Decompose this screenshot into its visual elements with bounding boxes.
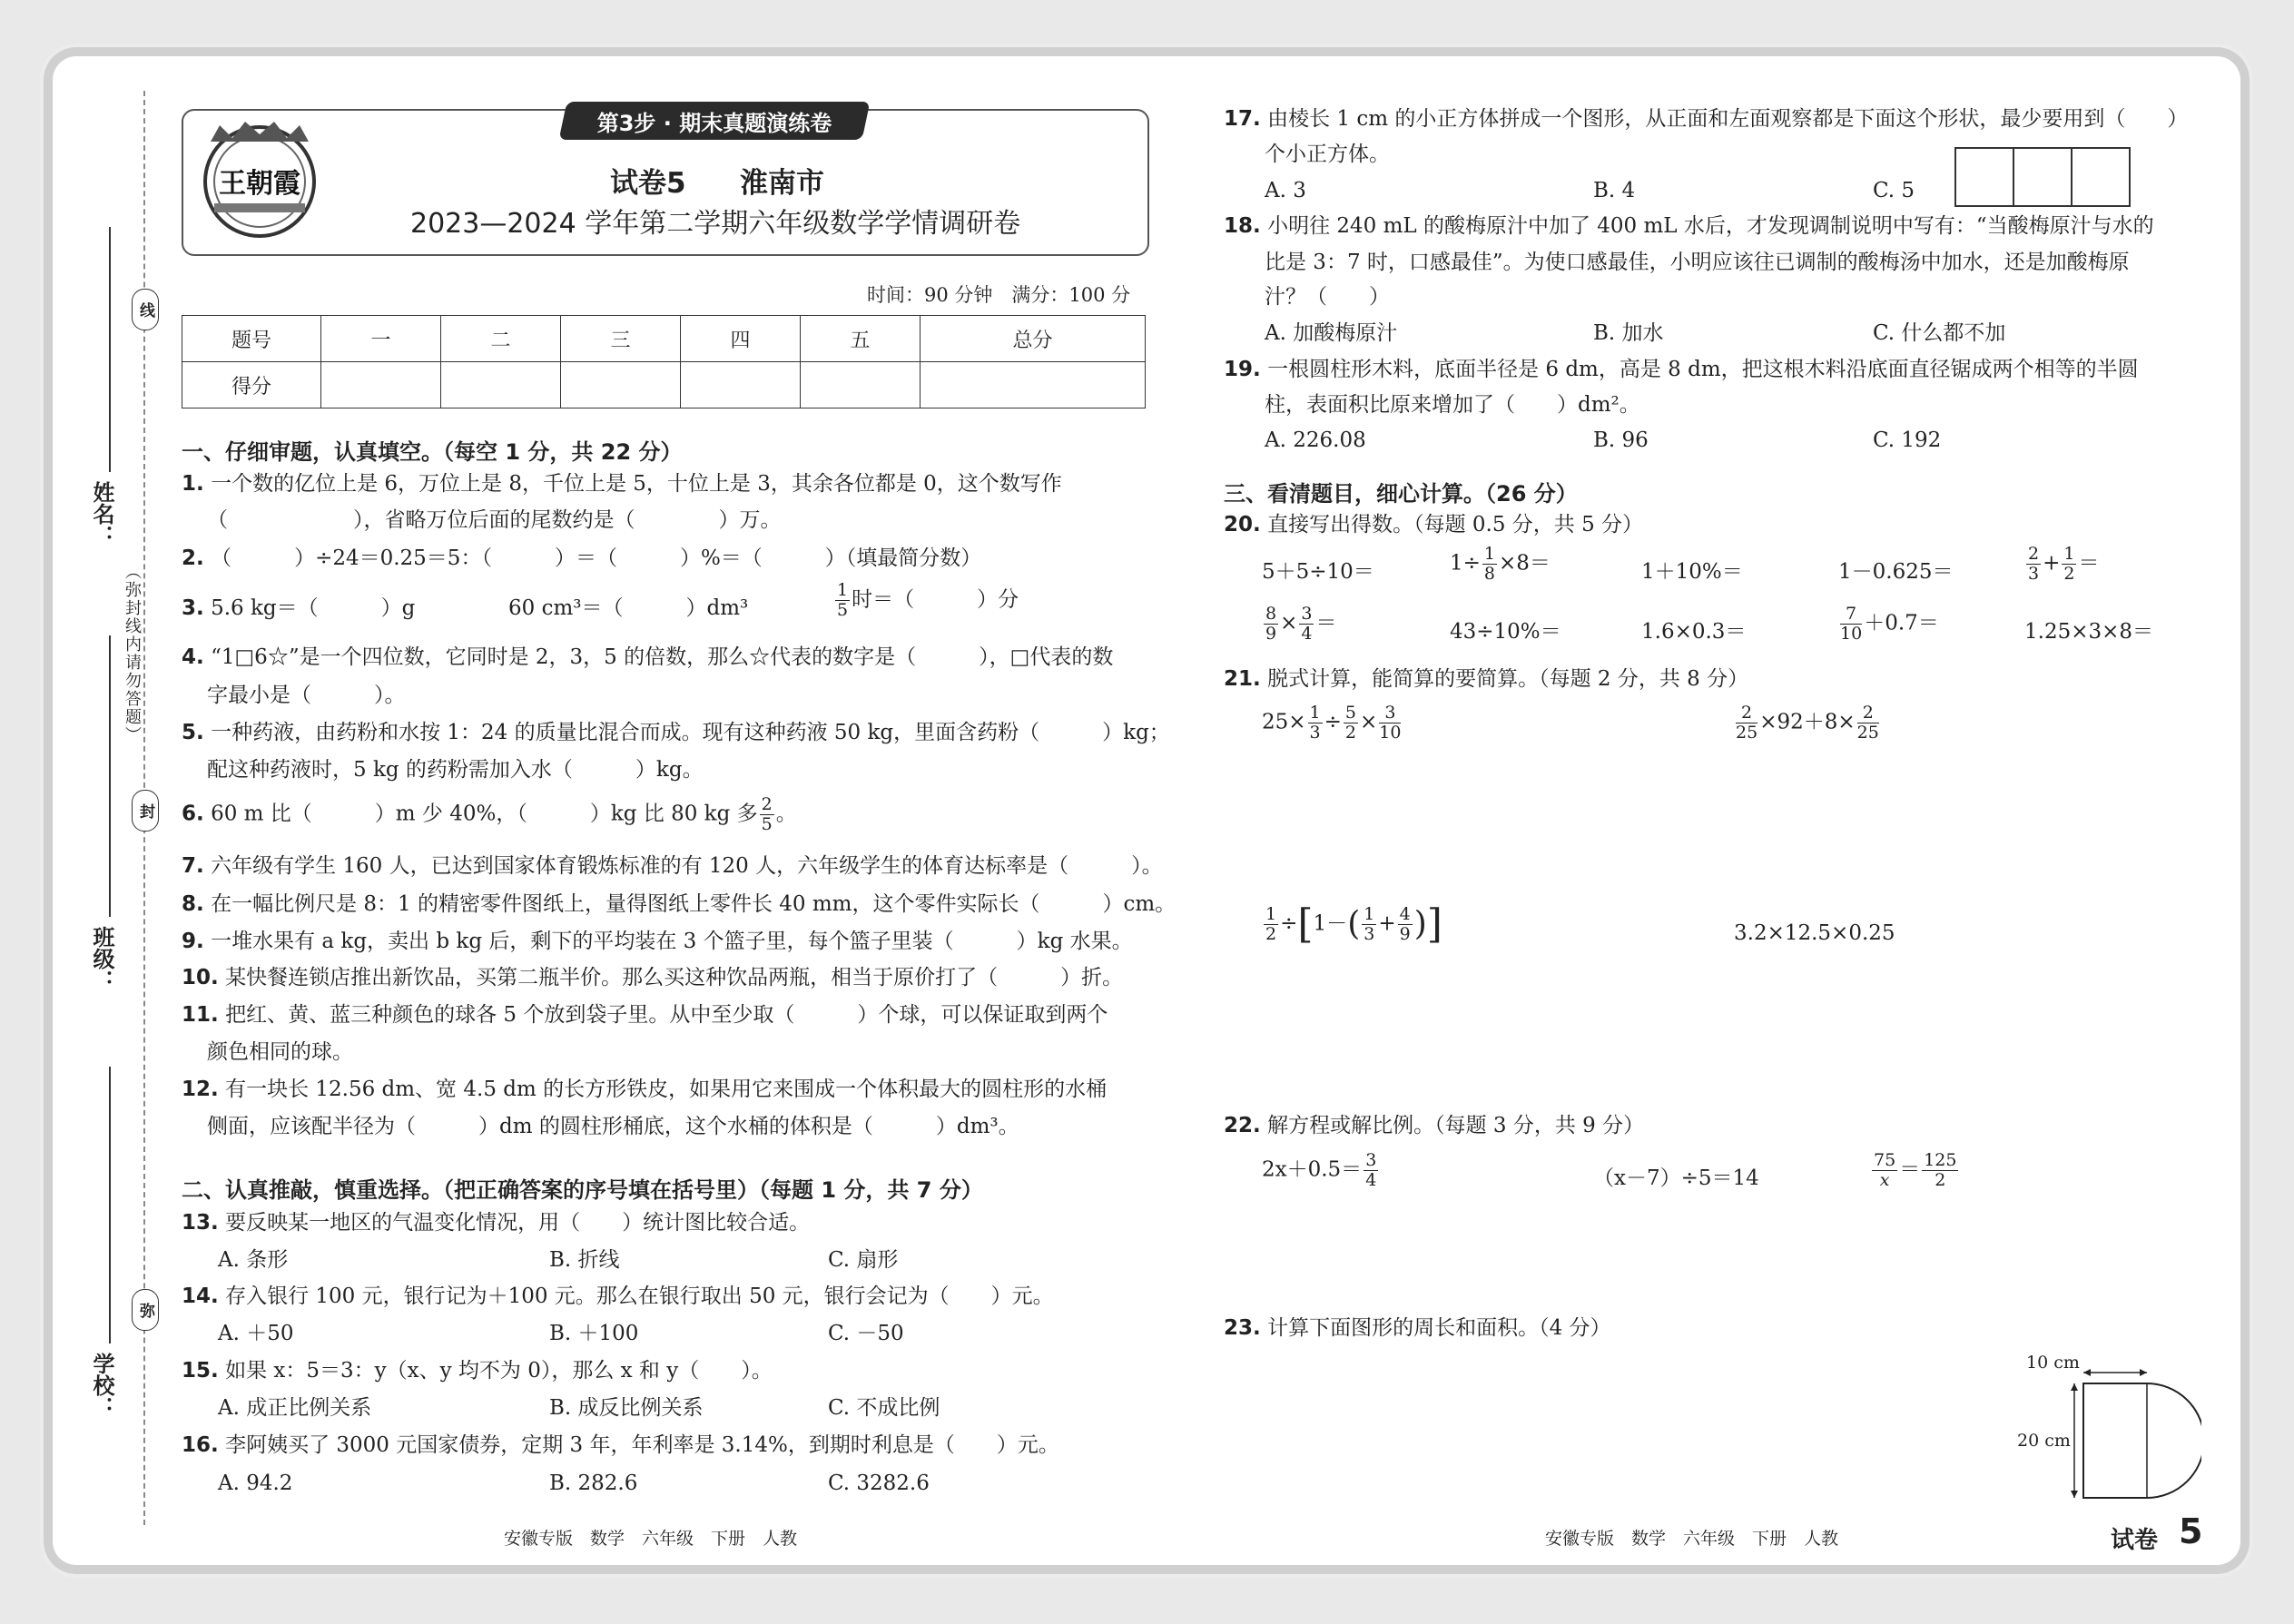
q8: 8. 在一幅比例尺是 8：1 的精密零件图纸上，量得图纸上零件长 40 mm，这个零件实际长（ ）cm。 — [182, 892, 1177, 916]
q13-option-a[interactable]: A. 条形 — [218, 1248, 289, 1272]
score-cell: 一 — [321, 316, 441, 362]
q7: 7. 六年级有学生 160 人，已达到国家体育锻炼标准的有 120 人，六年级学生的体育达标率是（ ）。 — [182, 854, 1163, 878]
paper-no: 试卷5 — [610, 167, 686, 200]
logo — [192, 116, 327, 243]
q20-item: 1.6×0.3＝ — [1641, 620, 1747, 644]
q17-option-b[interactable]: B. 4 — [1593, 179, 1636, 202]
q23-width-label: 10 cm — [2026, 1353, 2080, 1373]
q5-line1: 5. 一种药液，由药粉和水按 1：24 的质量比混合而成。现有这种药液 50 kg，里面含药粉（ ）kg； — [182, 721, 1170, 744]
q19-line2: 柱，表面积比原来增加了（ ）dm²。 — [1265, 393, 1640, 417]
name-line[interactable] — [109, 227, 111, 472]
q15-option-a[interactable]: A. 成正比例关系 — [218, 1396, 372, 1420]
school-label: 学校： — [89, 1353, 114, 1418]
q15: 15. 如果 x：5＝3：y（x、y 均不为 0），那么 x 和 y（ ）。 — [182, 1359, 773, 1383]
score-input[interactable] — [560, 362, 680, 408]
q5-line2: 配这种药液时，5 kg 的药粉需加入水（ ）kg。 — [207, 758, 704, 782]
q22-item-b: （x－7）÷5＝14 — [1593, 1166, 1759, 1190]
q17-line1: 17. 由棱长 1 cm 的小正方体拼成一个图形，从正面和左面观察都是下面这个形状，最少要用到（ ） — [1224, 107, 2189, 131]
cube-square — [1954, 147, 2014, 207]
score-cell: 题号 — [182, 316, 321, 362]
q13-option-c[interactable]: C. 扇形 — [828, 1248, 899, 1272]
q3b: 60 cm³＝（ ）dm³ — [508, 596, 749, 620]
page-number: 5 — [2179, 1511, 2203, 1551]
binding-note: （弥封线内请勿答题） — [123, 563, 142, 744]
q2: 2. （ ）÷24＝0.25＝5：（ ）＝（ ）%＝（ ）（填最简分数） — [182, 546, 982, 570]
step-banner-text: 第3步 · 期末真题演练卷 — [596, 111, 832, 136]
q17-option-a[interactable]: A. 3 — [1265, 179, 1306, 202]
q1-line2: （ ），省略万位后面的尾数约是（ ）万。 — [207, 508, 782, 532]
q12-line1: 12. 有一块长 12.56 dm、宽 4.5 dm 的长方形铁皮，如果用它来围成一个体积最大的圆柱形的水桶 — [182, 1078, 1108, 1101]
q22-item-c: $\frac{75}{x}$ ＝ $\frac{125}{2}$ — [1874, 1150, 1957, 1190]
q19-option-a[interactable]: A. 226.08 — [1265, 428, 1366, 452]
score-cell: 得分 — [182, 362, 321, 408]
time-info: 时间：90 分钟 满分：100 分 — [867, 284, 1131, 306]
q18-option-c[interactable]: C. 什么都不加 — [1873, 321, 2006, 345]
q20: 20. 直接写出得数。（每题 0.5 分，共 5 分） — [1224, 513, 1644, 536]
q20-item: 43÷10%＝ — [1450, 620, 1561, 644]
q23: 23. 计算下面图形的周长和面积。（4 分） — [1224, 1316, 1611, 1340]
q16-option-c[interactable]: C. 3282.6 — [828, 1471, 930, 1495]
section3-title: 三、看清题目，细心计算。（26 分） — [1224, 481, 1578, 507]
score-input[interactable] — [440, 362, 560, 408]
q21-item-c: $\frac{1}{2}$ ÷[1－( $\frac{1}{3}$ + $\frac{4}{9}$ )] — [1265, 901, 1442, 948]
score-cell: 五 — [800, 316, 920, 362]
logo-text: 王朝霞 — [219, 168, 300, 200]
q20-item: $\frac{2}{3}$ + $\frac{1}{2}$ ＝ — [2028, 544, 2100, 584]
q21-item-a: 25× $\frac{1}{3}$ ÷ $\frac{5}{2}$ × $\frac{3}{10}$ — [1262, 703, 1402, 743]
q9: 9. 一堆水果有 a kg，卖出 b kg 后，剩下的平均装在 3 个篮子里，每个篮子里装（ ）kg 水果。 — [182, 930, 1133, 953]
school-line[interactable] — [109, 1067, 111, 1343]
half-circle-rect-figure-icon — [2011, 1351, 2201, 1505]
name-label: 姓名： — [89, 481, 114, 546]
q12-line2: 侧面，应该配半径为（ ）dm 的圆柱形桶底，这个水桶的体积是（ ）dm³。 — [207, 1115, 1019, 1138]
q11-line1: 11. 把红、黄、蓝三种颜色的球各 5 个放到袋子里。从中至少取（ ）个球，可以保证取到两个 — [182, 1003, 1108, 1027]
q20-item: 1－0.625＝ — [1838, 560, 1954, 584]
q20-item: $\frac{7}{10}$ ＋0.7＝ — [1840, 604, 1939, 644]
q13: 13. 要反映某一地区的气温变化情况，用（ ）统计图比较合适。 — [182, 1211, 811, 1235]
score-table-score-row — [182, 362, 1146, 408]
q20-item: $\frac{8}{9}$ × $\frac{3}{4}$ ＝ — [1265, 604, 1337, 644]
q16: 16. 李阿姨买了 3000 元国家债券，定期 3 年，年利率是 3.14%，到期时利息是（ ）元。 — [182, 1433, 1059, 1457]
paper-subtitle: 2023—2024 学年第二学期六年级数学学情调研卷 — [410, 208, 1021, 240]
section1-title: 一、仔细审题，认真填空。（每空 1 分，共 22 分） — [182, 439, 683, 465]
q22: 22. 解方程或解比例。（每题 3 分，共 9 分） — [1224, 1114, 1645, 1137]
score-input[interactable] — [800, 362, 920, 408]
q15-option-b[interactable]: B. 成反比例关系 — [549, 1396, 704, 1420]
q23-height-label: 20 cm — [2017, 1431, 2071, 1451]
section2-title: 二、认真推敲，慎重选择。（把正确答案的序号填在括号里）（每题 1 分，共 7 分） — [182, 1177, 983, 1203]
score-cell: 三 — [560, 316, 680, 362]
q19-option-b[interactable]: B. 96 — [1593, 428, 1649, 452]
q6: 6. 60 m 比（ ）m 少 40%，（ ）kg 比 80 kg 多 $\frac{2}{5}$ 。 — [182, 794, 797, 834]
score-cell: 总分 — [920, 316, 1145, 362]
q18-line1: 18. 小明往 240 mL 的酸梅原汁中加了 400 mL 水后，才发现调制说明中写有：“当酸梅原汁与水的 — [1224, 214, 2154, 238]
q21: 21. 脱式计算，能简算的要简算。（每题 2 分，共 8 分） — [1224, 667, 1749, 691]
footer-left: 安徽专版 数学 六年级 下册 人教 — [504, 1529, 798, 1549]
score-input[interactable] — [680, 362, 800, 408]
page-label: 试卷 — [2111, 1527, 2159, 1554]
q20-item: 1＋10%＝ — [1641, 560, 1743, 584]
q22-item-a: 2x＋0.5＝ $\frac{3}{4}$ — [1262, 1150, 1377, 1190]
q18-line2: 比是 3：7 时，口感最佳”。为使口感最佳，小明应该往已调制的酸梅汤中加水，还是加酸梅原 — [1265, 251, 2130, 274]
score-table — [182, 315, 1146, 408]
score-input[interactable] — [920, 362, 1145, 408]
q18-line3: 汁？（ ） — [1265, 285, 1390, 309]
q21-item-b: $\frac{2}{25}$ ×92＋8× $\frac{2}{25}$ — [1736, 703, 1879, 743]
score-cell: 二 — [440, 316, 560, 362]
q13-option-b[interactable]: B. 折线 — [549, 1248, 620, 1272]
cube-square — [2071, 147, 2131, 207]
q19-line1: 19. 一根圆柱形木料，底面半径是 6 dm，高是 8 dm，把这根木料沿底面直径锯成两个相等的半圆 — [1224, 358, 2139, 381]
q11-line2: 颜色相同的球。 — [207, 1040, 353, 1064]
q20-item: 5＋5÷10＝ — [1262, 560, 1374, 584]
class-line[interactable] — [109, 635, 111, 917]
q14-option-a[interactable]: A. ＋50 — [218, 1322, 294, 1345]
score-table-header-row — [182, 316, 1146, 362]
paper-city: 淮南市 — [740, 167, 824, 200]
q19-option-c[interactable]: C. 192 — [1873, 428, 1942, 452]
q4-line2: 字最小是（ ）。 — [207, 684, 406, 707]
q4-line1: 4. “1□6☆”是一个四位数，它同时是 2，3，5 的倍数，那么☆代表的数字是（ ），□代表的数 — [182, 645, 1114, 669]
score-cell: 四 — [680, 316, 800, 362]
footer-right: 安徽专版 数学 六年级 下册 人教 — [1545, 1529, 1839, 1549]
q3c: $\frac{1}{5}$ 时＝（ ）分 — [837, 580, 1019, 620]
q20-item: 1.25×3×8＝ — [2024, 620, 2154, 644]
binding-mark-xian: 线 — [132, 289, 159, 330]
q3a: 3. 5.6 kg＝（ ）g — [182, 596, 416, 620]
cube-square — [2013, 147, 2072, 207]
q14: 14. 存入银行 100 元，银行记为＋100 元。那么在银行取出 50 元，银行会记为（ ）元。 — [182, 1284, 1054, 1308]
q17-line2: 个小正方体。 — [1265, 143, 1390, 166]
q1-line1: 1. 一个数的亿位上是 6，万位上是 8，千位上是 5，十位上是 3，其余各位都是 0，这个数写作 — [182, 472, 1062, 496]
q16-option-a[interactable]: A. 94.2 — [218, 1471, 293, 1495]
q14-option-c[interactable]: C. －50 — [828, 1322, 904, 1345]
q10: 10. 某快餐连锁店推出新饮品，买第二瓶半价。那么买这种饮品两瓶，相当于原价打了（ ）折。 — [182, 966, 1124, 989]
q16-option-b[interactable]: B. 282.6 — [549, 1471, 638, 1495]
q15-option-c[interactable]: C. 不成比例 — [828, 1396, 940, 1420]
q18-option-a[interactable]: A. 加酸梅原汁 — [1265, 321, 1398, 345]
q17-option-c[interactable]: C. 5 — [1873, 179, 1915, 202]
binding-mark-mi: 弥 — [132, 1289, 159, 1331]
q18-option-b[interactable]: B. 加水 — [1593, 321, 1664, 345]
binding-mark-feng: 封 — [132, 790, 159, 832]
score-input[interactable] — [321, 362, 441, 408]
q14-option-b[interactable]: B. ＋100 — [549, 1322, 639, 1345]
q23-figure — [2011, 1351, 2201, 1505]
class-label: 班级： — [89, 926, 114, 991]
q21-item-d: 3.2×12.5×0.25 — [1734, 921, 1895, 945]
logo-emblem-icon — [192, 116, 327, 243]
q20-item: 1÷ $\frac{1}{8}$ ×8＝ — [1450, 544, 1551, 584]
